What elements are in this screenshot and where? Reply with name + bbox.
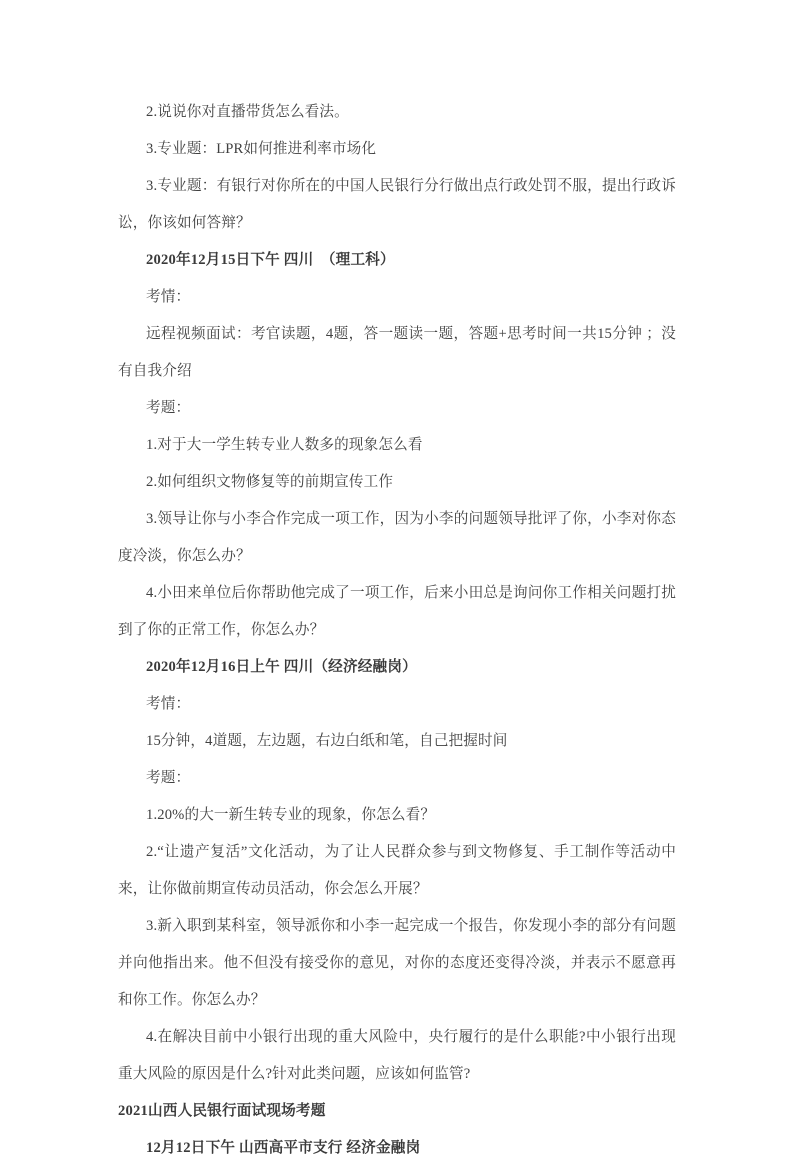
- q2-cultural-relic-publicity: 2.如何组织文物修复等的前期宣传工作: [146, 474, 394, 490]
- q3-cooperation-with-xiaoli: 3.领导让你与小李合作完成一项工作，因为小李的问题领导批评了你，小李对你态度冷淡，你怎么办？: [118, 511, 676, 564]
- exam-situation-detail-1: 远程视频面试：考官读题，4题，答一题读一题，答题+思考时间一共15分钟 ；没有自我介绍: [118, 326, 676, 379]
- exam-situation-detail-2: 15分钟，4道题，左边题，右边白纸和笔，自己把握时间: [146, 733, 508, 749]
- q1-20-percent-freshman: 1.20%的大一新生转专业的现象，你怎么看？: [146, 807, 436, 823]
- q2-heritage-revival-activity: 2.“让遗产复活”文化活动，为了让人民群众参与到文物修复、手工制作等活动中来，让你做前期宣传动员活动，你会怎么开展？: [118, 844, 676, 897]
- label-exam-questions-2: 考题：: [146, 770, 191, 786]
- question-3-lpr: 3.专业题：LPR如何推进利率市场化: [146, 141, 377, 157]
- session-heading-12-12-shanxi-gaoping: 12月12日下午 山西高平市支行 经济金融岗: [146, 1140, 421, 1156]
- session-heading-2020-12-16-sichuan: 2020年12月16日上午 四川（经济经融岗）: [146, 659, 417, 675]
- label-exam-situation-1: 考情：: [146, 289, 191, 305]
- document-body: [118, 94, 676, 1167]
- q4-xiaotian-interruptions: 4.小田来单位后你帮助他完成了一项工作，后来小田总是询问你工作相关问题打扰到了你的正常工作，你怎么办？: [118, 585, 676, 638]
- label-exam-questions-1: 考题：: [146, 400, 191, 416]
- question-2-live-commerce: 2.说说你对直播带货怎么看法。: [146, 104, 349, 120]
- question-3-administrative-litigation: 3.专业题：有银行对你所在的中国人民银行分行做出点行政处罚不服，提出行政诉讼，你该如何答辩？: [118, 178, 676, 231]
- q4-central-bank-risk-function: 4.在解决目前中小银行出现的重大风险中，央行履行的是什么职能?中小银行出现重大风险的原因是什么?针对此类问题，应该如何监管?: [118, 1029, 676, 1082]
- label-exam-situation-2: 考情：: [146, 696, 191, 712]
- q3-new-employee-report: 3.新入职到某科室，领导派你和小李一起完成一个报告，你发现小李的部分有问题并向他指出来。他不但没有接受你的意见，对你的态度还变得冷淡，并表示不愿意再和你工作。你怎么办？: [118, 918, 676, 1008]
- q1-freshman-major-change: 1.对于大一学生转专业人数多的现象怎么看: [146, 437, 423, 453]
- session-heading-2020-12-15-sichuan: 2020年12月15日下午 四川 （理工科）: [146, 252, 395, 268]
- section-heading-2021-shanxi: 2021山西人民银行面试现场考题: [118, 1103, 326, 1119]
